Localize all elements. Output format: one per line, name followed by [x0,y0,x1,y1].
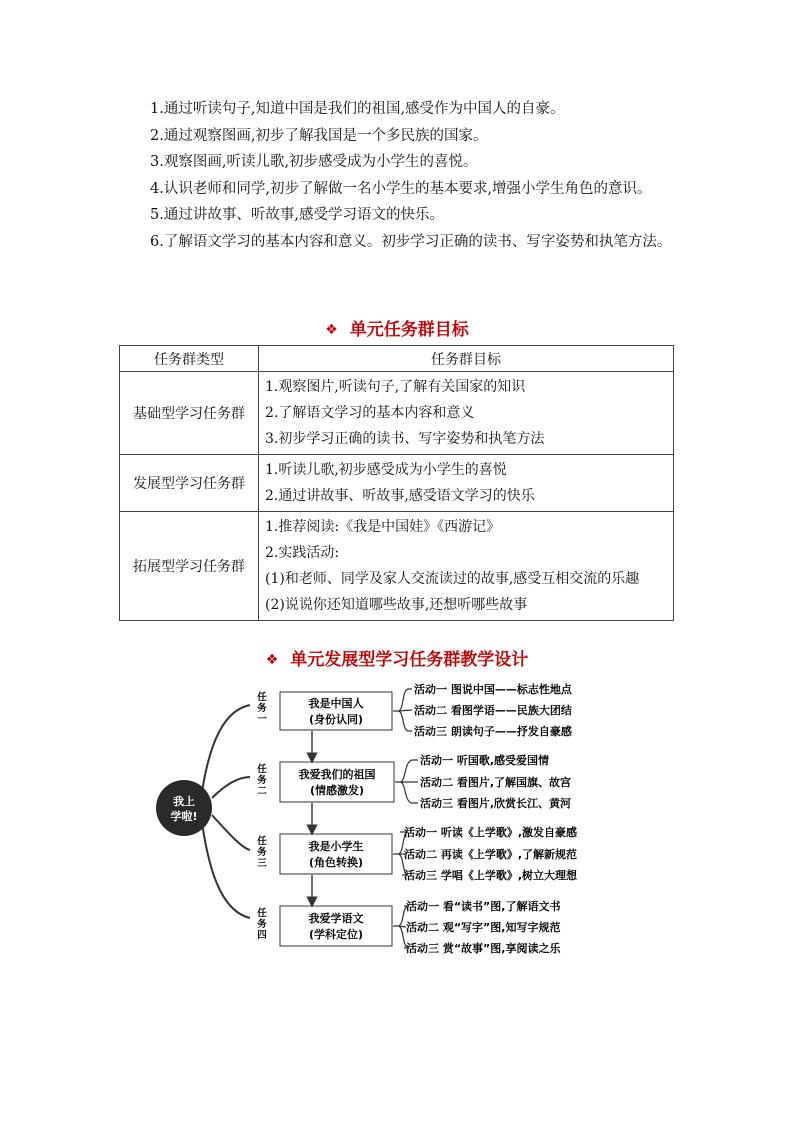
task-goals-cell [259,455,674,512]
goal-line: 2.了解语文学习的基本内容和意义 [265,405,475,421]
activity-text: 活动一 看“读书”图,了解语文书 [406,900,561,913]
branch-line [212,815,250,850]
task-label-char: 二 [257,786,267,797]
task-label-3 [257,835,267,869]
objectives-list [118,96,678,255]
goal-line: 2.实践活动: [265,545,340,561]
center-text: 我上 [173,795,195,808]
bracket-line [395,760,418,803]
branch-line [212,777,250,798]
task-subtitle: (学科定位) [308,928,364,941]
activity-text: 活动一 图说中国——标志性地点 [414,683,572,696]
activity-text: 活动三 赏“故事”图,享阅读之乐 [406,942,561,955]
center-node [156,780,212,836]
task-mindmap [150,680,650,962]
activity-text: 活动一 听读《上学歌》,激发自豪感 [404,826,578,839]
activity-text: 活动三 朗读句子——抒发自豪感 [414,725,572,738]
objective-item: 5.通过讲故事、听故事,感受学习语文的快乐。 [150,207,444,223]
task-label-2 [257,763,267,797]
goal-line: 2.通过讲故事、听故事,感受语文学习的快乐 [265,488,535,504]
table-header-cell: 任务群目标 [259,346,674,372]
task-label-char: 务 [257,775,267,786]
task-subtitle: (情感激发) [309,784,365,797]
task-label-char: 任 [257,836,267,847]
task-type-cell: 发展型学习任务群 [120,455,259,512]
goal-line: (1)和老师、同学及家人交流读过的故事,感受互相交流的乐趣 [265,571,640,587]
task-title: 我爱学语文 [308,912,364,925]
task-label-char: 务 [257,847,267,858]
goal-line: 1.推荐阅读:《我是中国娃》《西游记》 [265,519,501,535]
section-heading-design [0,645,794,670]
branch-line [202,705,250,792]
task-label-char: 任 [257,908,267,919]
activity-text: 活动二 再读《上学歌》,了解新规范 [404,848,578,861]
task-goals-cell [259,372,674,455]
branch-line [202,822,250,918]
table-header-cell: 任务群类型 [120,346,259,372]
activity-text: 活动二 看图学语——民族大团结 [414,704,572,717]
activity-text: 活动二 观“写字”图,知写字规范 [406,921,561,934]
task-group-table [119,345,674,621]
task-label-4 [257,907,267,941]
diamond-bullet-icon: ❖ [325,322,338,338]
objective-item: 4.认识老师和同学,初步了解做一名小学生的基本要求,增强小学生角色的意识。 [150,180,652,197]
table-row [120,512,674,621]
task-label-char: 务 [257,919,267,930]
activity-text: 活动二 看图片,了解国旗、故宫 [420,776,572,789]
objective-item: 6.了解语文学习的基本内容和意义。初步学习正确的读书、写字姿势和执笔方法。 [150,233,672,250]
task-label-char: 任 [257,692,267,703]
table-header-row [120,346,674,372]
task-title: 我爱我们的祖国 [298,768,376,781]
bracket-line [393,689,412,731]
table-row [120,455,674,512]
heading-text: 单元发展型学习任务群教学设计 [290,650,529,670]
task-goals-cell [259,512,674,621]
goal-line: (2)说说你还知道哪些故事,还想听哪些故事 [265,597,528,613]
objective-item: 2.通过观察图画,初步了解我国是一个多民族的国家。 [150,127,488,144]
activity-text: 活动一 听国歌,感受爱国情 [420,754,550,767]
diamond-bullet-icon: ❖ [265,652,279,668]
task-label-char: 任 [257,764,267,775]
task-label-1 [257,691,267,725]
task-type-cell: 基础型学习任务群 [120,372,259,455]
goal-line: 1.观察图片,听读句子,了解有关国家的知识 [265,379,526,395]
activity-text: 活动三 学唱《上学歌》,树立大理想 [404,869,578,882]
task-subtitle: (身份认同) [308,713,364,726]
goal-line: 1.听读儿歌,初步感受成为小学生的喜悦 [265,462,507,478]
center-text: 学啦! [170,810,198,823]
table-row [120,372,674,455]
task-label-char: 一 [257,714,267,725]
task-title: 我是小学生 [308,840,364,853]
task-label-char: 四 [257,930,267,941]
heading-text: 单元任务群目标 [349,320,469,340]
objective-item: 1.通过听读句子,知道中国是我们的祖国,感受作为中国人的自豪。 [150,101,565,117]
activity-text: 活动三 看图片,欣赏长江、黄河 [420,797,572,810]
goal-line: 3.初步学习正确的读书、写字姿势和执笔方法 [265,431,545,447]
objective-item: 3.观察图画,听读儿歌,初步感受成为小学生的喜悦。 [150,154,478,170]
task-label-char: 务 [257,703,267,714]
task-label-char: 三 [257,858,267,869]
task-subtitle: (角色转换) [308,856,364,869]
task-title: 我是中国人 [308,697,364,710]
task-type-cell: 拓展型学习任务群 [120,512,259,621]
section-heading-task-goals [0,315,794,340]
